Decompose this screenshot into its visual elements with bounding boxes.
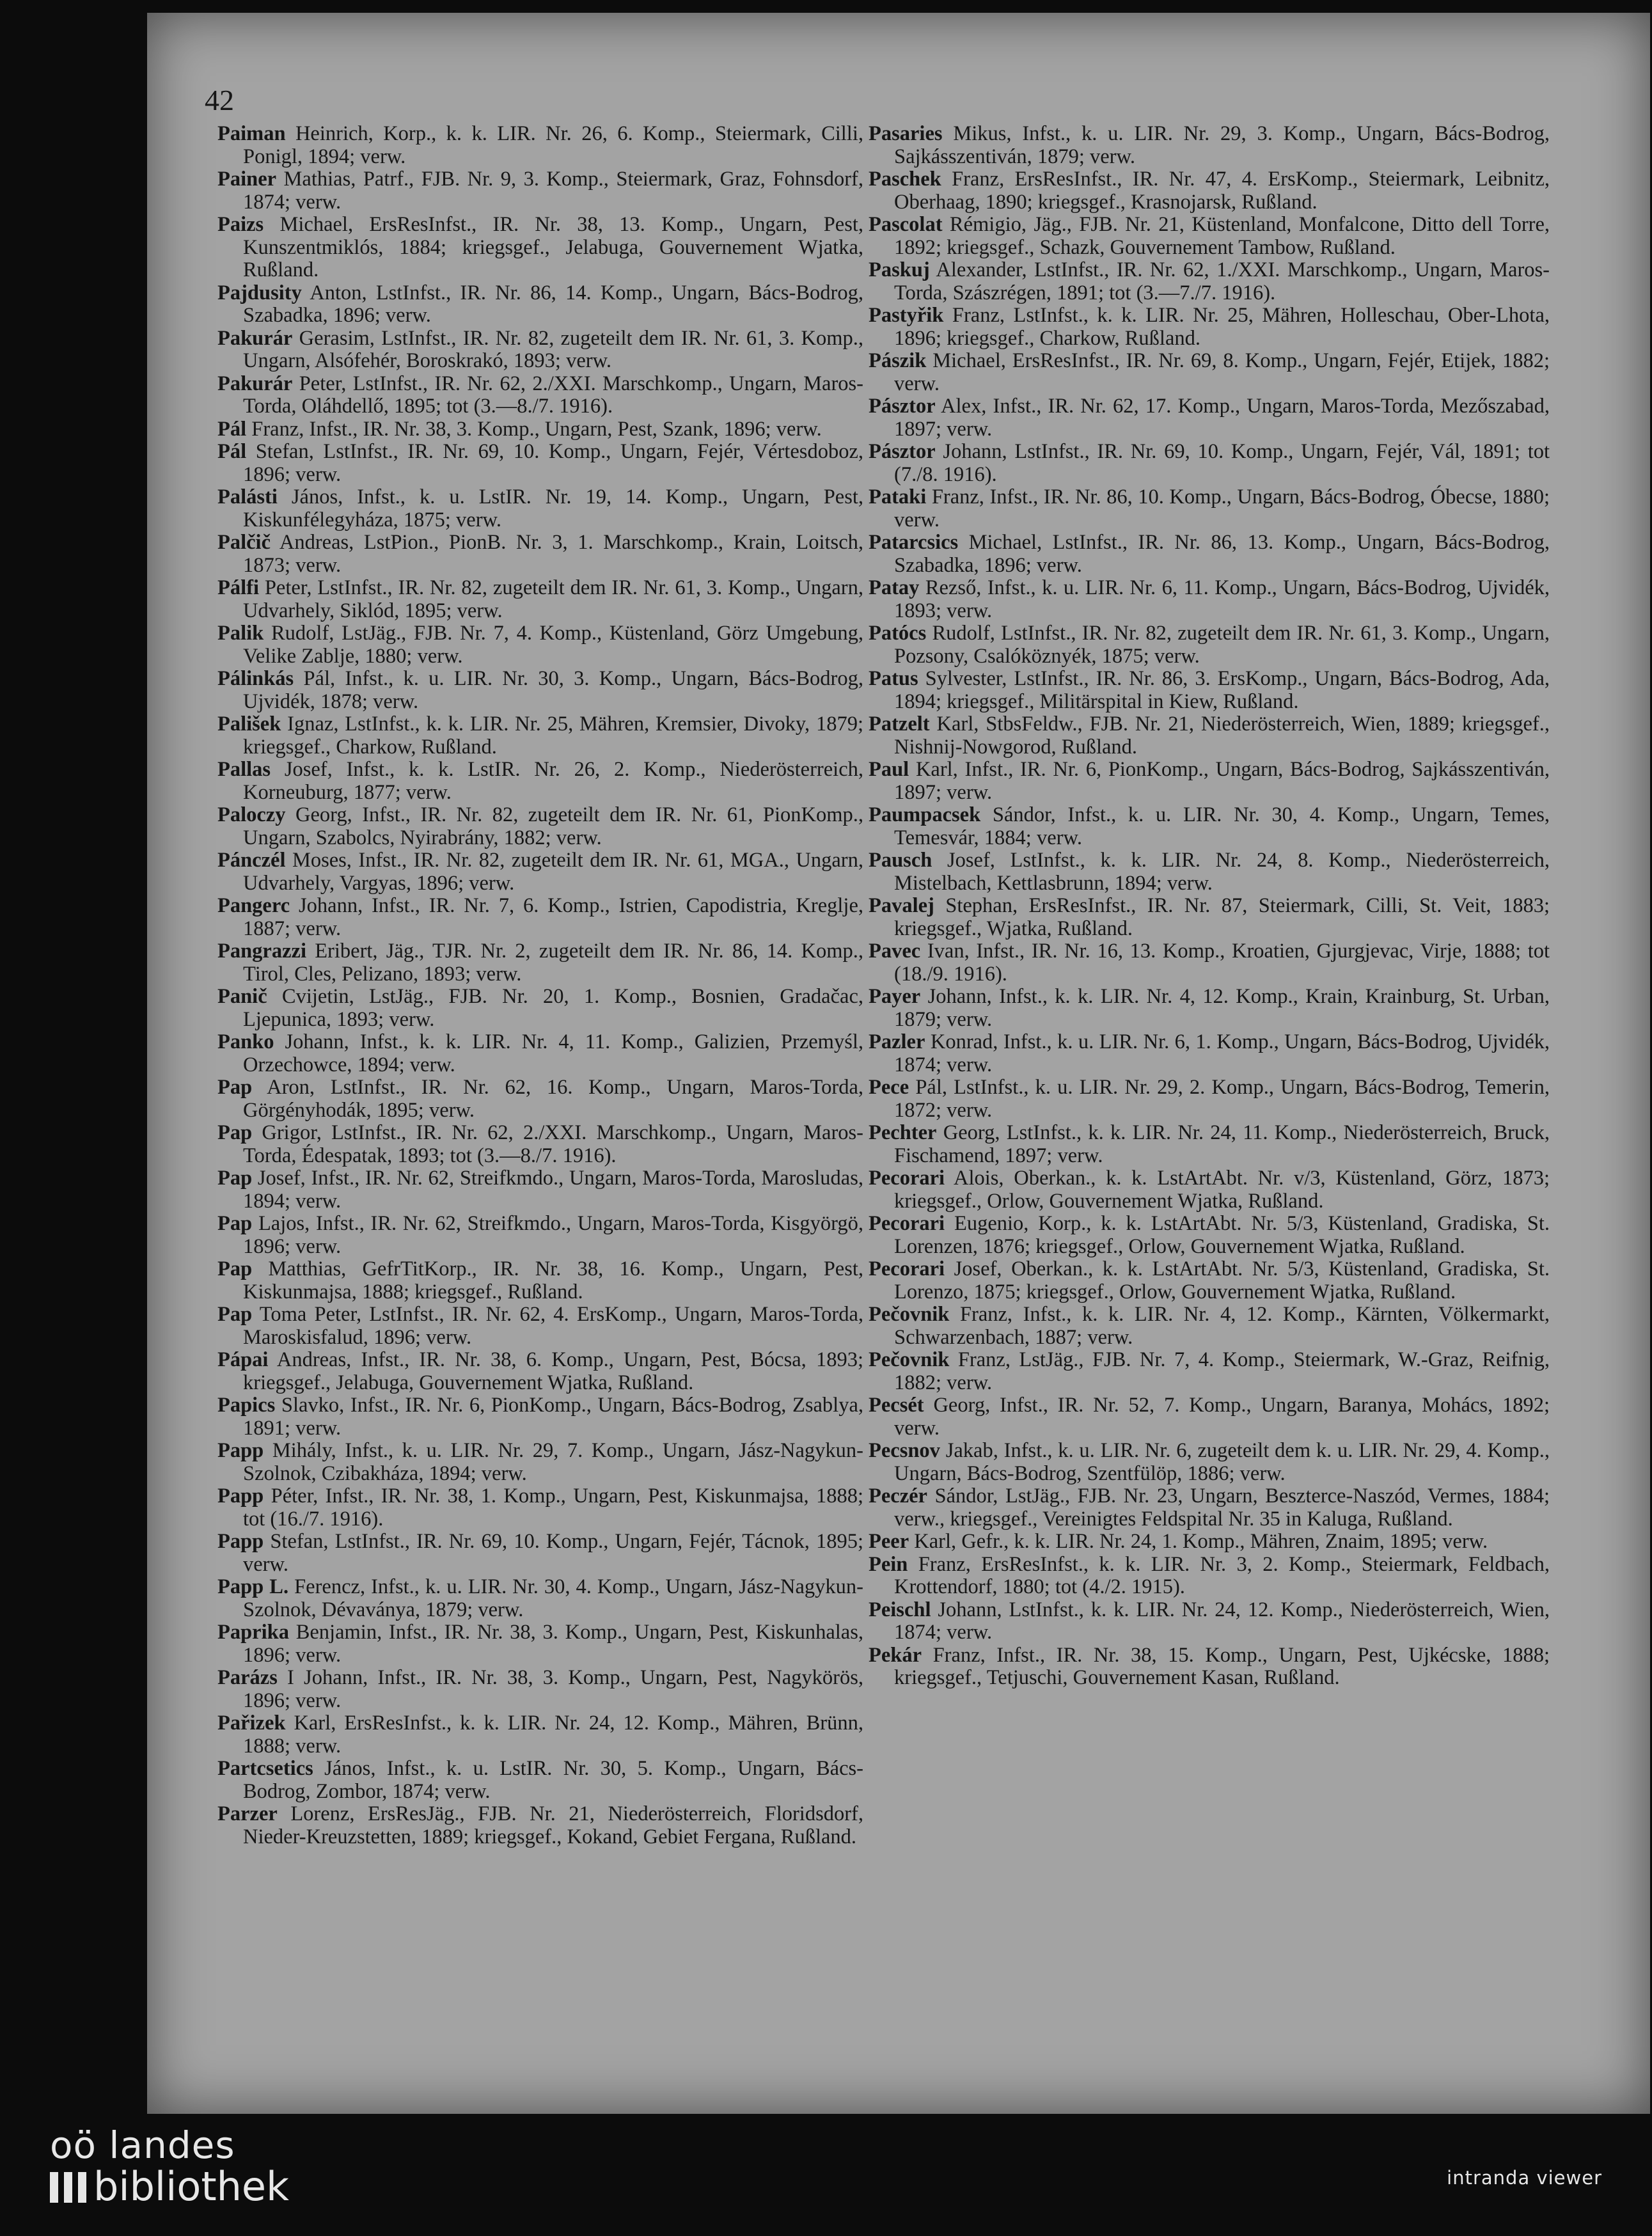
register-entry xyxy=(869,304,1550,350)
register-entry xyxy=(869,1644,1550,1690)
entry-details: Peter, LstInfst., IR. Nr. 62, 2./XXI. Marschkomp., Ungarn, Maros-Torda, Oláhdellő, 1895; tot (3.—8./7. 1916). xyxy=(243,372,863,418)
entry-surname: Pališek xyxy=(217,713,281,736)
right-column xyxy=(869,123,1550,1690)
entry-surname: Patócs xyxy=(869,622,927,645)
register-entry xyxy=(217,168,863,214)
entry-surname: Pápai xyxy=(217,1348,269,1371)
entry-details: Sándor, Infst., k. u. LIR. Nr. 30, 4. Komp., Ungarn, Temes, Temesvár, 1884; verw. xyxy=(894,803,1550,849)
register-entry xyxy=(869,123,1550,168)
entry-details: Andreas, LstPion., PionB. Nr. 3, 1. Marschkomp., Krain, Loitsch, 1873; verw. xyxy=(243,531,863,577)
entry-details: Karl, StbsFeldw., FJB. Nr. 21, Niederösterreich, Wien, 1889; kriegsgef., Nishnij-Nowgorod, Rußland. xyxy=(894,713,1550,759)
entry-surname: Pap xyxy=(217,1257,253,1280)
entry-details: Ivan, Infst., IR. Nr. 16, 13. Komp., Kroatien, Gjurgjevac, Virje, 1888; tot (18./9. 1916). xyxy=(894,940,1550,986)
entry-surname: Pálinkás xyxy=(217,667,294,690)
register-entry xyxy=(217,1349,863,1394)
entry-surname: Papp L. xyxy=(217,1575,289,1598)
scanned-page xyxy=(147,13,1650,2114)
entry-surname: Painer xyxy=(217,168,277,191)
entry-details: Rémigio, Jäg., FJB. Nr. 21, Küstenland, Monfalcone, Ditto dell Torre, 1892; kriegsgef., Schazk, Gouvernement Tambow, Rußland. xyxy=(894,213,1550,259)
entry-details: Grigor, LstInfst., IR. Nr. 62, 2./XXI. Marschkomp., Ungarn, Maros-Torda, Édespatak, 1893; tot (3.—8./7. 1916). xyxy=(243,1121,864,1167)
entry-details: Franz, LstInfst., k. k. LIR. Nr. 25, Mähren, Holleschau, Ober-Lhota, 1896; kriegsgef., Charkow, Rußland. xyxy=(894,304,1550,350)
entry-surname: Pasaries xyxy=(869,122,943,145)
register-entry xyxy=(217,1621,863,1667)
entry-details: Benjamin, Infst., IR. Nr. 38, 3. Komp., Ungarn, Pest, Kiskunhalas, 1896; verw. xyxy=(243,1621,864,1667)
entry-surname: Pásztor xyxy=(869,440,936,463)
register-entry xyxy=(217,1394,863,1440)
entry-details: Alex, Infst., IR. Nr. 62, 17. Komp., Ungarn, Maros-Torda, Mezőszabad, 1897; verw. xyxy=(894,395,1550,441)
register-entry xyxy=(217,486,863,531)
entry-details: Moses, Infst., IR. Nr. 82, zugeteilt dem IR. Nr. 61, MGA., Ungarn, Udvarhely, Vargyas, 1896; verw. xyxy=(243,849,863,895)
register-entry xyxy=(217,1758,863,1803)
entry-details: Heinrich, Korp., k. k. LIR. Nr. 26, 6. Komp., Steiermark, Cilli, Ponigl, 1894; verw. xyxy=(243,122,863,168)
logo-line-1: oö landes xyxy=(50,2123,235,2167)
entry-details: Ferencz, Infst., k. u. LIR. Nr. 30, 4. Komp., Ungarn, Jász-Nagykun-Szolnok, Dévaványa, 1879; verw. xyxy=(243,1575,863,1621)
entry-details: Johann, LstInfst., k. k. LIR. Nr. 24, 12. Komp., Niederösterreich, Wien, 1874; verw. xyxy=(894,1598,1550,1644)
register-entry xyxy=(869,713,1550,759)
entry-details: Cvijetin, LstJäg., FJB. Nr. 20, 1. Komp., Bosnien, Gradačac, Ljepunica, 1893; verw. xyxy=(243,985,864,1031)
entry-surname: Papp xyxy=(217,1484,264,1508)
entry-details: Franz, ErsResInfst., k. k. LIR. Nr. 3, 2. Komp., Steiermark, Feldbach, Krottendorf, 1880; tot (4./2. 1915). xyxy=(894,1552,1550,1598)
entry-surname: Paiman xyxy=(217,122,286,145)
entry-details: Mikus, Infst., k. u. LIR. Nr. 29, 3. Komp., Ungarn, Bács-Bodrog, Sajkásszentiván, 1879; verw. xyxy=(894,122,1550,168)
register-entry xyxy=(869,1031,1550,1076)
entry-details: Josef, Oberkan., k. k. LstArtAbt. Nr. 5/3, Küstenland, Gradiska, St. Lorenzo, 1875; kriegsgef., Orlow, Gouvernement Wjatka, Rußland. xyxy=(894,1257,1550,1303)
register-entry xyxy=(869,486,1550,531)
entry-details: Pál, LstInfst., k. u. LIR. Nr. 29, 2. Komp., Ungarn, Bács-Bodrog, Temerin, 1872; verw. xyxy=(894,1076,1550,1122)
entry-surname: Pangerc xyxy=(217,894,290,917)
entry-details: Michael, LstInfst., IR. Nr. 86, 13. Komp., Ungarn, Bács-Bodrog, Szabadka, 1896; verw. xyxy=(894,531,1550,577)
entry-details: Stephan, ErsResInfst., IR. Nr. 87, Steiermark, Cilli, St. Veit, 1883; kriegsgef., Wjatka, Rußland. xyxy=(894,894,1550,940)
entry-details: Andreas, Infst., IR. Nr. 38, 6. Komp., Ungarn, Pest, Bócsa, 1893; kriegsgef., Jelabuga, Gouvernement Wjatka, Rußland. xyxy=(243,1348,863,1394)
entry-details: Stefan, LstInfst., IR. Nr. 69, 10. Komp., Ungarn, Fejér, Vértesdoboz, 1896; verw. xyxy=(243,440,864,486)
register-entry xyxy=(869,1394,1550,1440)
entry-surname: Pakurár xyxy=(217,326,293,350)
entry-details: Aron, LstInfst., IR. Nr. 62, 16. Komp., Ungarn, Maros-Torda, Görgényhodák, 1895; verw. xyxy=(243,1076,863,1122)
entry-surname: Patus xyxy=(869,667,918,690)
register-entry xyxy=(217,1167,863,1213)
entry-surname: Pásztor xyxy=(869,395,936,418)
entry-surname: Pecorari xyxy=(869,1167,945,1190)
entry-surname: Pánczél xyxy=(217,849,286,872)
entry-surname: Patay xyxy=(869,576,920,599)
register-entry xyxy=(869,1258,1550,1303)
entry-surname: Pekár xyxy=(869,1643,922,1667)
register-entry xyxy=(869,214,1550,259)
entry-details: Peter, LstInfst., IR. Nr. 82, zugeteilt dem IR. Nr. 61, 3. Komp., Ungarn, Udvarhely, Siklód, 1895; verw. xyxy=(243,576,864,622)
entry-details: Josef, LstInfst., k. k. LIR. Nr. 24, 8. Komp., Niederösterreich, Mistelbach, Kettlasbrunn, 1894; verw. xyxy=(894,849,1550,895)
register-entry xyxy=(217,940,863,986)
entry-surname: Pecorari xyxy=(869,1257,945,1280)
entry-details: Toma Peter, LstInfst., IR. Nr. 62, 4. ErsKomp., Ungarn, Maros-Torda, Maroskisfalud, 1896; verw. xyxy=(243,1303,863,1349)
register-entry xyxy=(869,1485,1550,1531)
entry-surname: Papics xyxy=(217,1394,276,1417)
entry-details: Stefan, LstInfst., IR. Nr. 69, 10. Komp., Ungarn, Fejér, Tácnok, 1895; verw. xyxy=(243,1530,864,1576)
entry-details: Franz, Infst., k. k. LIR. Nr. 4, 12. Komp., Kärnten, Völkermarkt, Schwarzenbach, 1887; verw. xyxy=(894,1303,1550,1349)
register-entry xyxy=(217,531,863,577)
entry-surname: Paizs xyxy=(217,213,264,236)
entry-surname: Pál xyxy=(217,417,247,441)
register-entry xyxy=(217,282,863,327)
register-entry xyxy=(217,214,863,282)
entry-surname: Pangrazzi xyxy=(217,940,306,963)
register-entry xyxy=(217,1122,863,1167)
register-entry xyxy=(869,1213,1550,1258)
entry-surname: Palásti xyxy=(217,485,278,508)
entry-details: Péter, Infst., IR. Nr. 38, 1. Komp., Ungarn, Pest, Kiskunmajsa, 1888; tot (16./7. 1916). xyxy=(243,1484,864,1531)
entry-surname: Parzer xyxy=(217,1802,278,1825)
register-entry xyxy=(869,1440,1550,1485)
entry-details: Mathias, Patrf., FJB. Nr. 9, 3. Komp., Steiermark, Graz, Fohnsdorf, 1874; verw. xyxy=(243,168,863,214)
register-entry xyxy=(217,441,863,486)
entry-surname: Pataki xyxy=(869,485,927,508)
register-entry xyxy=(217,713,863,759)
entry-details: Anton, LstInfst., IR. Nr. 86, 14. Komp., Ungarn, Bács-Bodrog, Szabadka, 1896; verw. xyxy=(243,281,863,327)
entry-details: Franz, Infst., IR. Nr. 86, 10. Komp., Ungarn, Bács-Bodrog, Óbecse, 1880; verw. xyxy=(894,485,1550,531)
entry-surname: Paschek xyxy=(869,168,941,191)
entry-surname: Paskuj xyxy=(869,258,930,281)
entry-surname: Pečovnik xyxy=(869,1348,950,1371)
entry-surname: Paprika xyxy=(217,1621,289,1644)
register-entry xyxy=(217,1531,863,1576)
entry-details: Franz, Infst., IR. Nr. 38, 3. Komp., Ungarn, Pest, Szank, 1896; verw. xyxy=(251,417,822,441)
register-entry xyxy=(869,168,1550,214)
register-entry xyxy=(869,577,1550,622)
entry-details: Johann, Infst., k. k. LIR. Nr. 4, 11. Komp., Galizien, Przemyśl, Orzechowce, 1894; verw. xyxy=(243,1030,864,1076)
entry-surname: Pecsnov xyxy=(869,1439,940,1462)
register-entry xyxy=(869,804,1550,849)
entry-details: Michael, ErsResInfst., IR. Nr. 69, 8. Komp., Ungarn, Fejér, Etijek, 1882; verw. xyxy=(894,349,1550,395)
logo-line-2 xyxy=(50,2163,289,2210)
entry-details: Franz, ErsResInfst., IR. Nr. 47, 4. ErsKomp., Steiermark, Leibnitz, Oberhaag, 1890; kriegsgef., Krasnojarsk, Rußland. xyxy=(894,168,1550,214)
entry-surname: Palčič xyxy=(217,531,271,554)
entry-details: Josef, Infst., k. k. LstIR. Nr. 26, 2. Komp., Niederösterreich, Korneuburg, 1877; verw. xyxy=(243,758,863,804)
entry-details: Rudolf, LstJäg., FJB. Nr. 7, 4. Komp., Küstenland, Görz Umgebung, Velike Zablje, 1880; verw. xyxy=(243,622,864,668)
register-entry xyxy=(869,849,1550,895)
entry-surname: Pakurár xyxy=(217,372,293,395)
entry-surname: Peischl xyxy=(869,1598,931,1621)
entry-details: Lorenz, ErsResJäg., FJB. Nr. 21, Niederösterreich, Floridsdorf, Nieder-Kreuzstetten, 1889; kriegsgef., Kokand, Gebiet Fergana, Rußland. xyxy=(243,1802,864,1848)
entry-details: Lajos, Infst., IR. Nr. 62, Streifkmdo., Ungarn, Maros-Torda, Kisgyörgö, 1896; verw. xyxy=(243,1212,864,1258)
register-entry xyxy=(217,1076,863,1122)
logo-line-2-text: bibliothek xyxy=(93,2163,289,2210)
register-entry xyxy=(869,1554,1550,1599)
entry-details: Alois, Oberkan., k. k. LstArtAbt. Nr. v/3, Küstenland, Görz, 1873; kriegsgef., Orlow, Gouvernement Wjatka, Rußland. xyxy=(894,1167,1550,1213)
entry-details: Ignaz, LstInfst., k. k. LIR. Nr. 25, Mähren, Kremsier, Divoky, 1879; kriegsgef., Charkow, Rußland. xyxy=(243,713,863,759)
entry-surname: Payer xyxy=(869,985,921,1008)
logo-bars-icon xyxy=(50,2172,88,2203)
register-entry xyxy=(869,1122,1550,1167)
entry-surname: Peer xyxy=(869,1530,909,1553)
entry-surname: Pecsét xyxy=(869,1394,924,1417)
entry-surname: Pavalej xyxy=(869,894,934,917)
register-entry xyxy=(217,1031,863,1076)
entry-surname: Pap xyxy=(217,1167,253,1190)
register-entry xyxy=(217,895,863,940)
entry-surname: Peczér xyxy=(869,1484,927,1508)
register-entry xyxy=(869,1349,1550,1394)
register-entry xyxy=(217,1803,863,1848)
register-entry xyxy=(869,986,1550,1031)
register-entry xyxy=(217,123,863,168)
register-entry xyxy=(869,441,1550,486)
entry-details: Georg, Infst., IR. Nr. 82, zugeteilt dem IR. Nr. 61, PionKomp., Ungarn, Szabolcs, Nyirabrány, 1882; verw. xyxy=(243,803,864,849)
entry-surname: Pál xyxy=(217,440,247,463)
entry-details: Sylvester, LstInfst., IR. Nr. 86, 3. ErsKomp., Ungarn, Bács-Bodrog, Ada, 1894; kriegsgef., Militärspital in Kiew, Rußland. xyxy=(894,667,1550,713)
entry-surname: Partcsetics xyxy=(217,1757,313,1780)
entry-surname: Patzelt xyxy=(869,713,930,736)
entry-details: Gerasim, LstInfst., IR. Nr. 82, zugeteilt dem IR. Nr. 61, 3. Komp., Ungarn, Alsófehér, Boroskrakó, 1893; verw. xyxy=(243,326,864,372)
register-entry xyxy=(217,577,863,622)
entry-details: Eribert, Jäg., TJR. Nr. 2, zugeteilt dem IR. Nr. 86, 14. Komp., Tirol, Cles, Pelizano, 1893; verw. xyxy=(243,940,864,986)
entry-details: János, Infst., k. u. LstIR. Nr. 19, 14. Komp., Ungarn, Pest, Kiskunfélegyháza, 1875; verw. xyxy=(243,485,864,531)
entry-details: Johann, LstInfst., IR. Nr. 69, 10. Komp., Ungarn, Fejér, Vál, 1891; tot (7./8. 1916). xyxy=(894,440,1550,486)
entry-details: Sándor, LstJäg., FJB. Nr. 23, Ungarn, Beszterce-Naszód, Vermes, 1884; verw., kriegsgef., Vereinigtes Feldspital Nr. 35 in Kaluga, Rußland. xyxy=(894,1484,1550,1531)
register-entry xyxy=(217,418,863,441)
entry-details: Pál, Infst., k. u. LIR. Nr. 30, 3. Komp., Ungarn, Bács-Bodrog, Ujvidék, 1878; verw. xyxy=(243,667,864,713)
left-column xyxy=(217,123,863,1848)
register-entry xyxy=(217,327,863,373)
entry-details: Karl, ErsResInfst., k. k. LIR. Nr. 24, 12. Komp., Mähren, Brünn, 1888; verw. xyxy=(243,1712,863,1758)
register-entry xyxy=(869,759,1550,804)
register-entry xyxy=(869,1303,1550,1349)
entry-surname: Pálfi xyxy=(217,576,259,599)
entry-details: Johann, Infst., IR. Nr. 7, 6. Komp., Istrien, Capodistria, Kreglje, 1887; verw. xyxy=(243,894,864,940)
entry-details: Franz, LstJäg., FJB. Nr. 7, 4. Komp., Steiermark, W.-Graz, Reifnig, 1882; verw. xyxy=(894,1348,1550,1394)
entry-surname: Pajdusity xyxy=(217,281,302,304)
register-entry xyxy=(869,531,1550,577)
entry-surname: Pečovnik xyxy=(869,1303,950,1326)
register-entry xyxy=(217,622,863,668)
entry-surname: Palik xyxy=(217,622,264,645)
register-entry xyxy=(217,849,863,895)
register-entry xyxy=(217,668,863,713)
entry-surname: Pavec xyxy=(869,940,921,963)
register-entry xyxy=(869,668,1550,713)
entry-details: Slavko, Infst., IR. Nr. 6, PionKomp., Ungarn, Bács-Bodrog, Zsablya, 1891; verw. xyxy=(243,1394,864,1440)
register-entry xyxy=(217,1258,863,1303)
register-entry xyxy=(869,259,1550,304)
entry-details: Karl, Gefr., k. k. LIR. Nr. 24, 1. Komp., Mähren, Znaim, 1895; verw. xyxy=(914,1530,1488,1553)
entry-details: Karl, Infst., IR. Nr. 6, PionKomp., Ungarn, Bács-Bodrog, Sajkásszentiván, 1897; verw. xyxy=(894,758,1550,804)
entry-surname: Pecorari xyxy=(869,1212,945,1235)
register-entry xyxy=(217,1485,863,1531)
entry-details: Josef, Infst., IR. Nr. 62, Streifkmdo., Ungarn, Maros-Torda, Marosludas, 1894; verw. xyxy=(243,1167,863,1213)
register-entry xyxy=(217,986,863,1031)
register-entry xyxy=(217,1213,863,1258)
register-entry xyxy=(869,1076,1550,1122)
entry-surname: Pece xyxy=(869,1076,909,1099)
entry-details: Johann, Infst., k. k. LIR. Nr. 4, 12. Komp., Krain, Krainburg, St. Urban, 1879; verw. xyxy=(894,985,1550,1031)
entry-surname: Pap xyxy=(217,1076,253,1099)
register-entry xyxy=(217,373,863,418)
entry-surname: Paumpacsek xyxy=(869,803,981,826)
register-entry xyxy=(217,1303,863,1349)
entry-details: I Johann, Infst., IR. Nr. 38, 3. Komp., Ungarn, Pest, Nagykörös, 1896; verw. xyxy=(243,1666,864,1712)
entry-surname: Papp xyxy=(217,1439,264,1462)
register-entry xyxy=(217,1576,863,1621)
entry-surname: Pap xyxy=(217,1121,253,1144)
entry-surname: Paul xyxy=(869,758,909,781)
entry-details: Georg, Infst., IR. Nr. 52, 7. Komp., Ungarn, Baranya, Mohács, 1892; verw. xyxy=(894,1394,1550,1440)
entry-details: Matthias, GefrTitKorp., IR. Nr. 38, 16. Komp., Ungarn, Pest, Kiskunmajsa, 1888; kriegsgef., Rußland. xyxy=(243,1257,864,1303)
entry-details: Rezső, Infst., k. u. LIR. Nr. 6, 11. Komp., Ungarn, Bács-Bodrog, Ujvidék, 1893; verw. xyxy=(894,576,1550,622)
register-entry xyxy=(869,622,1550,668)
entry-details: Mihály, Infst., k. u. LIR. Nr. 29, 7. Komp., Ungarn, Jász-Nagykun-Szolnok, Czibakháza, 1894; verw. xyxy=(243,1439,863,1485)
entry-surname: Patarcsics xyxy=(869,531,959,554)
entry-surname: Paloczy xyxy=(217,803,286,826)
entry-surname: Pap xyxy=(217,1303,253,1326)
entry-surname: Pausch xyxy=(869,849,932,872)
register-entry xyxy=(869,395,1550,441)
register-entry xyxy=(869,940,1550,986)
register-entry xyxy=(869,1599,1550,1644)
entry-details: János, Infst., k. u. LstIR. Nr. 30, 5. Komp., Ungarn, Bács-Bodrog, Zombor, 1874; verw. xyxy=(243,1757,863,1803)
entry-surname: Pein xyxy=(869,1552,908,1576)
entry-surname: Papp xyxy=(217,1530,264,1553)
entry-surname: Panko xyxy=(217,1030,274,1053)
entry-surname: Pallas xyxy=(217,758,271,781)
entry-surname: Pascolat xyxy=(869,213,943,236)
entry-surname: Pászik xyxy=(869,349,927,372)
entry-details: Jakab, Infst., k. u. LIR. Nr. 6, zugeteilt dem k. u. LIR. Nr. 29, 4. Komp., Ungarn, Bács-Bodrog, Szentfülöp, 1886; verw. xyxy=(894,1439,1550,1485)
register-entry xyxy=(217,759,863,804)
entry-details: Franz, Infst., IR. Nr. 38, 15. Komp., Ungarn, Pest, Ujkécske, 1888; kriegsgef., Tetjuschi, Gouvernement Kasan, Rußland. xyxy=(894,1643,1550,1689)
page-number: 42 xyxy=(205,84,234,116)
register-entry xyxy=(869,1531,1550,1554)
entry-surname: Pechter xyxy=(869,1121,937,1144)
register-entry xyxy=(217,1712,863,1758)
entry-surname: Pazler xyxy=(869,1030,925,1053)
entry-details: Eugenio, Korp., k. k. LstArtAbt. Nr. 5/3, Küstenland, Gradiska, St. Lorenzen, 1876; kriegsgef., Orlow, Gouvernement Wjatka, Rußland. xyxy=(894,1212,1550,1258)
entry-surname: Pastyřik xyxy=(869,304,944,327)
register-entry xyxy=(217,804,863,849)
register-entry xyxy=(869,350,1550,395)
register-entry xyxy=(869,895,1550,940)
entry-surname: Parázs xyxy=(217,1666,278,1689)
entry-surname: Pařizek xyxy=(217,1712,286,1735)
library-logo[interactable] xyxy=(50,2125,289,2208)
entry-surname: Pap xyxy=(217,1212,253,1235)
entry-details: Georg, LstInfst., k. k. LIR. Nr. 24, 11. Komp., Niederösterreich, Bruck, Fischamend, 1897; verw. xyxy=(894,1121,1550,1167)
entry-details: Alexander, LstInfst., IR. Nr. 62, 1./XXI. Marschkomp., Ungarn, Maros-Torda, Szászrégen, 1891; tot (3.—7./7. 1916). xyxy=(894,258,1550,304)
viewer-label[interactable]: intranda viewer xyxy=(1447,2167,1602,2189)
register-entry xyxy=(217,1440,863,1485)
entry-details: Rudolf, LstInfst., IR. Nr. 82, zugeteilt dem IR. Nr. 61, 3. Komp., Ungarn, Pozsony, Csalóköznyék, 1875; verw. xyxy=(894,622,1550,668)
register-entry xyxy=(869,1167,1550,1213)
entry-details: Michael, ErsResInfst., IR. Nr. 38, 13. Komp., Ungarn, Pest, Kunszentmiklós, 1884; kriegsgef., Jelabuga, Gouvernement Wjatka, Rußland. xyxy=(243,213,863,281)
entry-details: Konrad, Infst., k. u. LIR. Nr. 6, 1. Komp., Ungarn, Bács-Bodrog, Ujvidék, 1874; verw. xyxy=(894,1030,1550,1076)
entry-surname: Panič xyxy=(217,985,267,1008)
register-entry xyxy=(217,1667,863,1712)
